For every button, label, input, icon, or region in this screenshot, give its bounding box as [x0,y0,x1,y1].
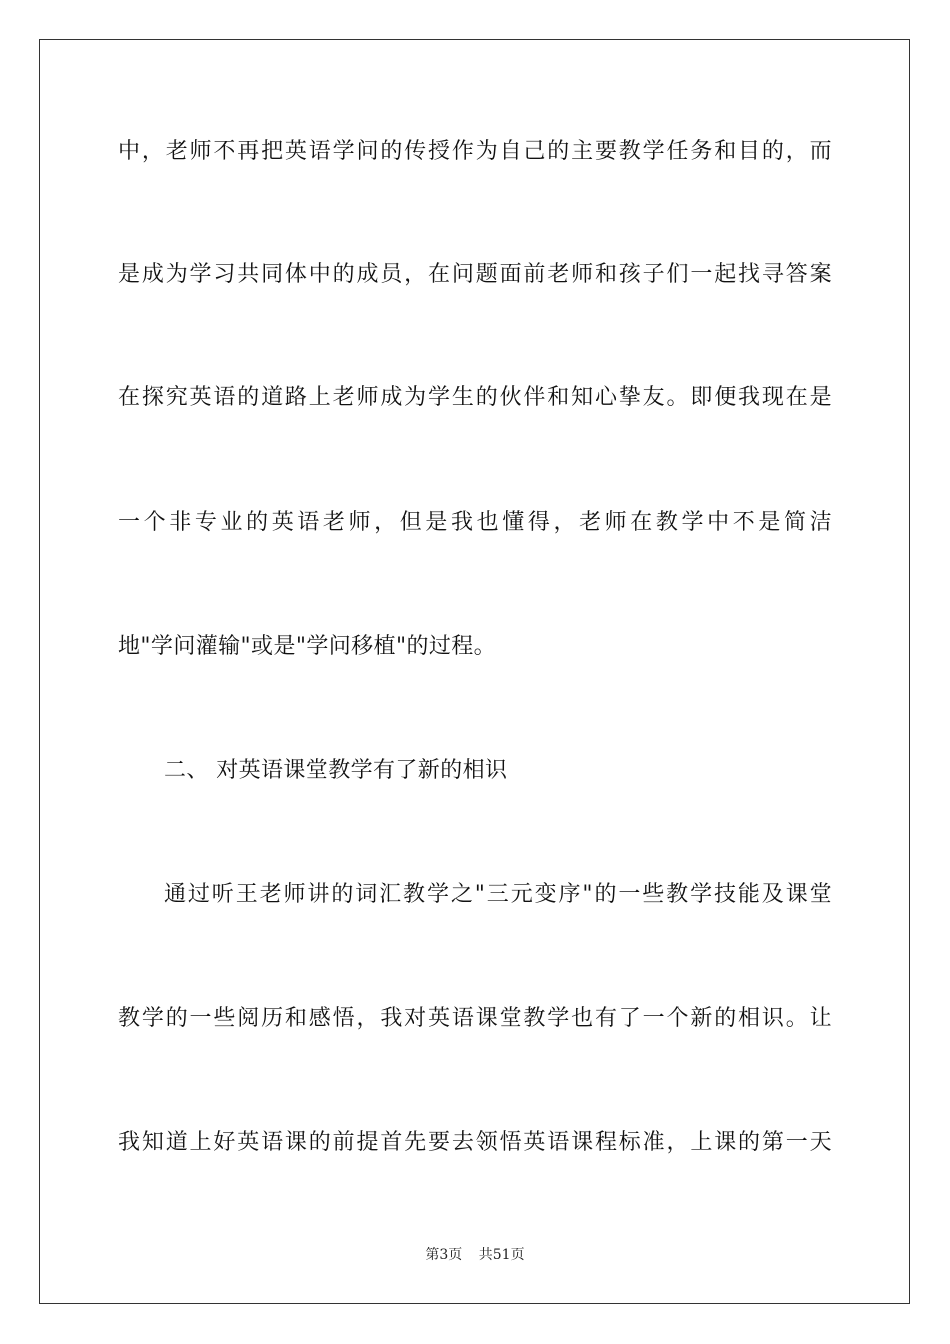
paragraph-line-3: 在探究英语的道路上老师成为学生的伙伴和知心挚友。即便我现在是 [118,385,832,410]
section-heading: 二、 对英语课堂教学有了新的相识 [164,758,508,783]
paragraph-line-4: 一个非专业的英语老师，但是我也懂得，老师在教学中不是简洁 [118,510,832,535]
paragraph-line-2: 是成为学习共同体中的成员，在问题面前老师和孩子们一起找寻答案 [118,262,832,287]
page-border [39,39,910,1304]
paragraph-line-7: 教学的一些阅历和感悟，我对英语课堂教学也有了一个新的相识。让 [118,1006,832,1031]
paragraph-line-8: 我知道上好英语课的前提首先要去领悟英语课程标准，上课的第一天 [118,1130,832,1155]
page-number-total: 共51页 [478,1247,525,1263]
paragraph-line-6: 通过听王老师讲的词汇教学之"三元变序"的一些教学技能及课堂 [164,882,832,907]
page-footer [0,1246,950,1264]
page-number-current: 第3页 [425,1247,463,1263]
paragraph-line-5: 地"学问灌输"或是"学问移植"的过程。 [118,634,497,659]
paragraph-line-1: 中，老师不再把英语学问的传授作为自己的主要教学任务和目的，而 [118,139,832,164]
